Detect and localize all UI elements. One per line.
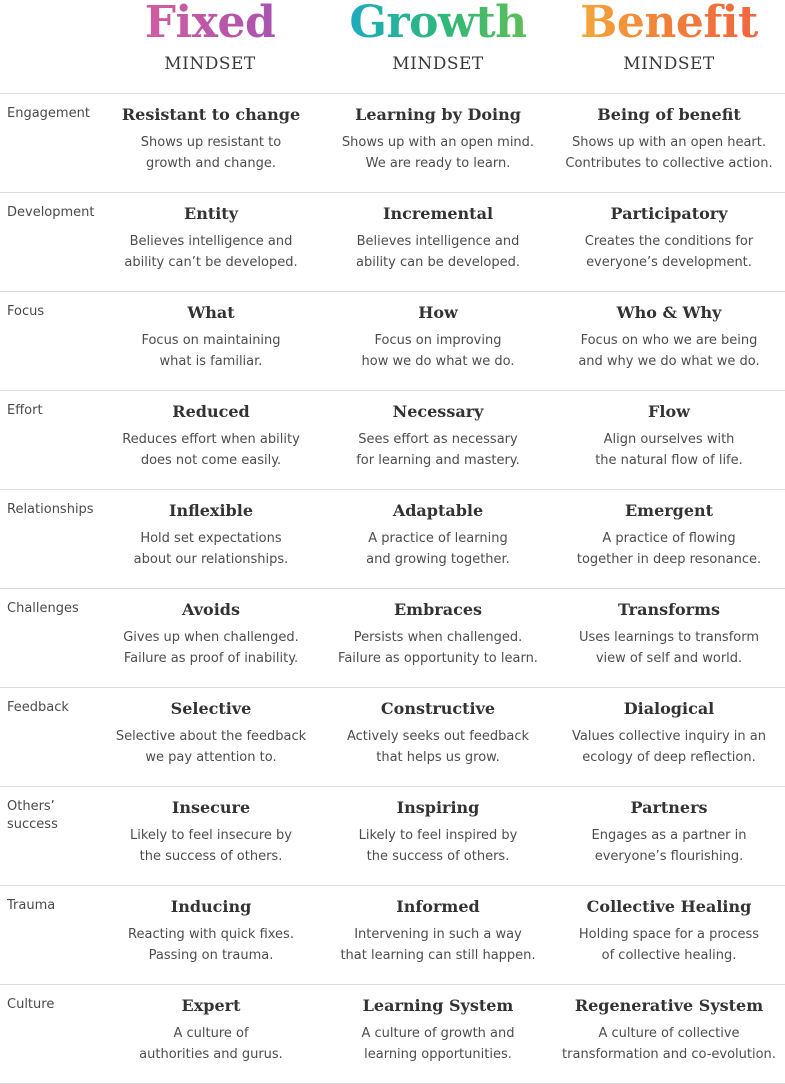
growth-cell-title: Adaptable [392, 501, 484, 520]
growth-cell-description: Believes intelligence and ability can be developed. [356, 234, 520, 270]
fixed-cell-title: Avoids [181, 600, 240, 619]
fixed-cell [95, 104, 327, 174]
benefit-cell-title: Regenerative System [574, 996, 764, 1015]
fixed-cell-description: A culture of authorities and gurus. [139, 1026, 283, 1062]
growth-cell [322, 896, 554, 966]
benefit-cell [553, 995, 785, 1065]
row-label: Engagement [7, 106, 90, 121]
growth-header [323, 0, 553, 74]
benefit-cell-description: Shows up with an open heart. Contributes to collective action. [565, 135, 773, 171]
growth-cell [322, 599, 554, 669]
growth-cell-title: Embraces [393, 600, 483, 619]
fixed-cell [95, 995, 327, 1065]
benefit-cell-title: Emergent [624, 501, 714, 520]
growth-cell [322, 698, 554, 768]
benefit-cell-title: Being of benefit [597, 105, 741, 124]
row-label: Challenges [7, 601, 79, 616]
growth-cell-description: A culture of growth and learning opportunities. [361, 1026, 515, 1062]
table-row [0, 489, 785, 588]
benefit-cell-title: Who & Why [616, 303, 722, 322]
fixed-title: Fixed [95, 0, 325, 46]
growth-cell-title: Necessary [392, 402, 484, 421]
fixed-cell-description: Focus on maintaining what is familiar. [141, 333, 281, 369]
row-label: Feedback [7, 700, 69, 715]
table-row [0, 390, 785, 489]
benefit-cell-description: Engages as a partner in everyone’s flourishing. [591, 828, 747, 864]
growth-cell [322, 401, 554, 471]
benefit-cell-description: Align ourselves with the natural flow of life. [595, 432, 743, 468]
fixed-cell [95, 797, 327, 867]
fixed-cell-title: Inflexible [169, 501, 253, 520]
table-row [0, 93, 785, 192]
row-label: Trauma [7, 898, 56, 913]
fixed-cell-description: Gives up when challenged. Failure as proof of inability. [123, 630, 299, 666]
benefit-cell [553, 896, 785, 966]
fixed-cell-title: Insecure [171, 798, 251, 817]
comparison-table [0, 93, 785, 1084]
table-row [0, 687, 785, 786]
row-label: Development [7, 205, 95, 220]
fixed-cell-title: What [187, 303, 235, 322]
growth-cell-description: Actively seeks out feedback that helps us grow. [347, 729, 529, 765]
benefit-cell-description: Creates the conditions for everyone’s development. [584, 234, 754, 270]
fixed-cell [95, 203, 327, 273]
fixed-cell-description: Believes intelligence and ability can’t be developed. [124, 234, 298, 270]
growth-cell-description: Shows up with an open mind. We are ready to learn. [341, 135, 535, 171]
fixed-cell-title: Entity [184, 204, 238, 223]
table-row [0, 192, 785, 291]
table-row [0, 291, 785, 390]
growth-cell-description: Likely to feel inspired by the success of others. [358, 828, 518, 864]
growth-title: Growth [323, 0, 553, 46]
row-label: Focus [7, 304, 45, 319]
benefit-cell-title: Partners [630, 798, 708, 817]
growth-cell-title: Constructive [380, 699, 496, 718]
fixed-cell [95, 599, 327, 669]
growth-cell [322, 302, 554, 372]
growth-cell [322, 995, 554, 1065]
benefit-cell [553, 203, 785, 273]
benefit-cell-description: A culture of collective transformation and co-evolution. [562, 1026, 776, 1062]
growth-cell [322, 797, 554, 867]
benefit-subtitle: MINDSET [623, 54, 715, 74]
benefit-header [554, 0, 784, 74]
benefit-cell-title: Flow [648, 402, 690, 421]
benefit-cell-description: A practice of flowing together in deep resonance. [576, 531, 762, 567]
growth-cell-title: Inspiring [396, 798, 480, 817]
growth-cell-title: Incremental [382, 204, 494, 223]
benefit-cell-title: Dialogical [623, 699, 715, 718]
fixed-cell-title: Resistant to change [121, 105, 301, 124]
table-row [0, 984, 785, 1084]
table-row [0, 588, 785, 687]
growth-cell-title: How [418, 303, 458, 322]
fixed-cell-description: Reacting with quick fixes. Passing on trauma. [128, 927, 294, 963]
fixed-cell-description: Shows up resistant to growth and change. [140, 135, 282, 171]
fixed-cell [95, 302, 327, 372]
fixed-cell [95, 896, 327, 966]
benefit-title: Benefit [554, 0, 784, 46]
growth-subtitle: MINDSET [392, 54, 484, 74]
benefit-cell-description: Values collective inquiry in an ecology of deep reflection. [572, 729, 766, 765]
row-label: Others’ success [7, 799, 58, 832]
table-row [0, 786, 785, 885]
fixed-cell [95, 698, 327, 768]
fixed-cell-description: Likely to feel insecure by the success of others. [130, 828, 292, 864]
benefit-cell-title: Participatory [610, 204, 728, 223]
benefit-cell-title: Transforms [617, 600, 721, 619]
benefit-cell-title: Collective Healing [586, 897, 752, 916]
fixed-cell [95, 401, 327, 471]
benefit-cell [553, 797, 785, 867]
fixed-cell-description: Reduces effort when ability does not come easily. [122, 432, 300, 468]
benefit-cell [553, 599, 785, 669]
fixed-cell [95, 500, 327, 570]
fixed-cell-title: Expert [181, 996, 241, 1015]
benefit-cell-description: Focus on who we are being and why we do what we do. [578, 333, 760, 369]
benefit-cell [553, 401, 785, 471]
growth-cell [322, 203, 554, 273]
growth-cell-title: Learning by Doing [355, 105, 521, 124]
benefit-cell-description: Holding space for a process of collective healing. [578, 927, 760, 963]
fixed-cell-title: Reduced [172, 402, 250, 421]
benefit-cell-description: Uses learnings to transform view of self and world. [578, 630, 760, 666]
growth-cell-title: Informed [396, 897, 480, 916]
benefit-cell [553, 698, 785, 768]
benefit-cell [553, 500, 785, 570]
benefit-cell [553, 104, 785, 174]
growth-cell [322, 500, 554, 570]
fixed-cell-title: Inducing [170, 897, 252, 916]
growth-cell-title: Learning System [362, 996, 514, 1015]
growth-cell-description: A practice of learning and growing together. [366, 531, 510, 567]
fixed-cell-title: Selective [170, 699, 252, 718]
fixed-cell-description: Hold set expectations about our relationships. [133, 531, 289, 567]
benefit-cell [553, 302, 785, 372]
row-label: Effort [7, 403, 43, 418]
growth-cell [322, 104, 554, 174]
fixed-cell-description: Selective about the feedback we pay attention to. [115, 729, 307, 765]
growth-cell-description: Intervening in such a way that learning can still happen. [340, 927, 536, 963]
fixed-subtitle: MINDSET [164, 54, 256, 74]
row-label: Relationships [7, 502, 94, 517]
table-row [0, 885, 785, 984]
growth-cell-description: Focus on improving how we do what we do. [361, 333, 515, 369]
growth-cell-description: Sees effort as necessary for learning and mastery. [356, 432, 520, 468]
mindset-header [0, 0, 785, 93]
growth-cell-description: Persists when challenged. Failure as opportunity to learn. [338, 630, 538, 666]
fixed-header [95, 0, 325, 74]
row-label: Culture [7, 997, 55, 1012]
